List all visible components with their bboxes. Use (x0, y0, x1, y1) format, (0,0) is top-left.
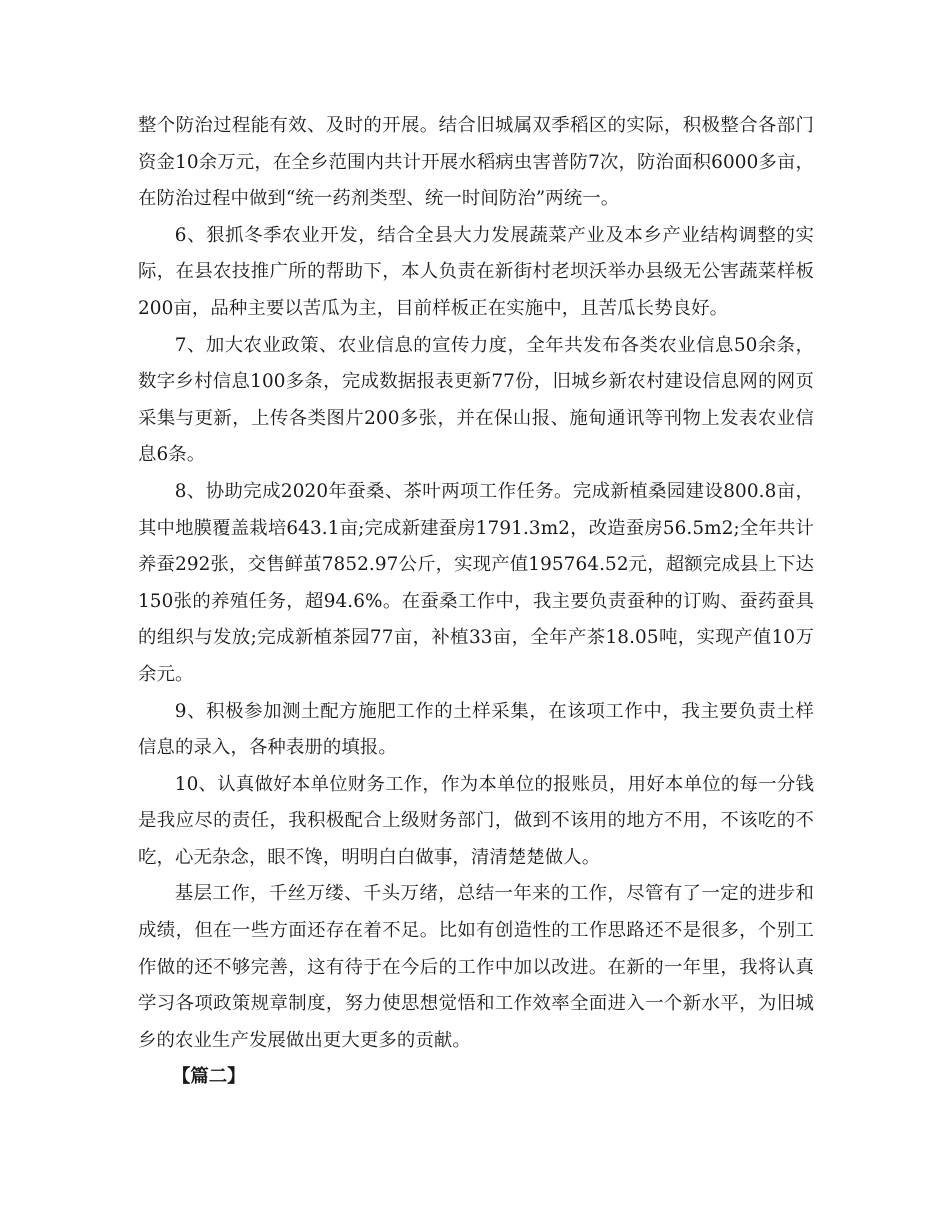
paragraph-item-7: 7、加大农业政策、农业信息的宣传力度，全年共发布各类农业信息50余条，数字乡村信息100多条，完成数据报表更新77份，旧城乡新农村建设信息网的网页采集与更新，上传各类图片200多张，并在保山报、施甸通讯等刊物上发表农业信息6条。 (138, 334, 814, 466)
paragraph-item-9: 9、积极参加测土配方施肥工作的土样采集，在该项工作中，我主要负责土样信息的录入，各种表册的填报。 (138, 700, 814, 759)
paragraph-summary: 基层工作，千丝万缕、千头万绪，总结一年来的工作，尽管有了一定的进步和成绩，但在一些方面还存在着不足。比如有创造性的工作思路还不是很多，个别工作做的还不够完善，这有待于在今后的工作中加以改进。在新的一年里，我将认真学习各项政策规章制度，努力使思想觉悟和工作效率全面进入一个新水平，为旧城乡的农业生产发展做出更大更多的贡献。 (138, 883, 814, 1051)
paragraph-item-8: 8、协助完成2020年蚕桑、茶叶两项工作任务。完成新植桑园建设800.8亩，其中地膜覆盖栽培643.1亩;完成新建蚕房1791.3m2，改造蚕房56.5m2;全年共计养蚕292张，交售鲜茧7852.97公斤，实现产值195764.52元，超额完成县上下达150张的养殖任务，超94.6%。在蚕桑工作中，我主要负责蚕种的订购、蚕药蚕具的组织与发放;完成新植茶园77亩，补植33亩，全年产茶18.05吨，实现产值10万余元。 (138, 480, 814, 685)
document-page (138, 108, 814, 1096)
paragraph-item-10: 10、认真做好本单位财务工作，作为本单位的报账员，用好本单位的每一分钱是我应尽的责任，我积极配合上级财务部门，做到不该用的地方不用，不该吃的不吃，心无杂念，眼不馋，明明白白做事，清清楚楚做人。 (138, 773, 814, 868)
paragraph-item-6: 6、狠抓冬季农业开发，结合全县大力发展蔬菜产业及本乡产业结构调整的实际，在县农技推广所的帮助下，本人负责在新街村老坝沃举办县级无公害蔬菜样板200亩，品种主要以苦瓜为主，目前样板正在实施中，且苦瓜长势良好。 (138, 224, 814, 319)
paragraph-continuation: 整个防治过程能有效、及时的开展。结合旧城属双季稻区的实际，积极整合各部门资金10余万元，在全乡范围内共计开展水稻病虫害普防7次，防治面积6000多亩，在防治过程中做到“统一药剂类型、统一时间防治”两统一。 (138, 115, 814, 210)
section-heading: 【篇二】 (172, 1066, 246, 1088)
